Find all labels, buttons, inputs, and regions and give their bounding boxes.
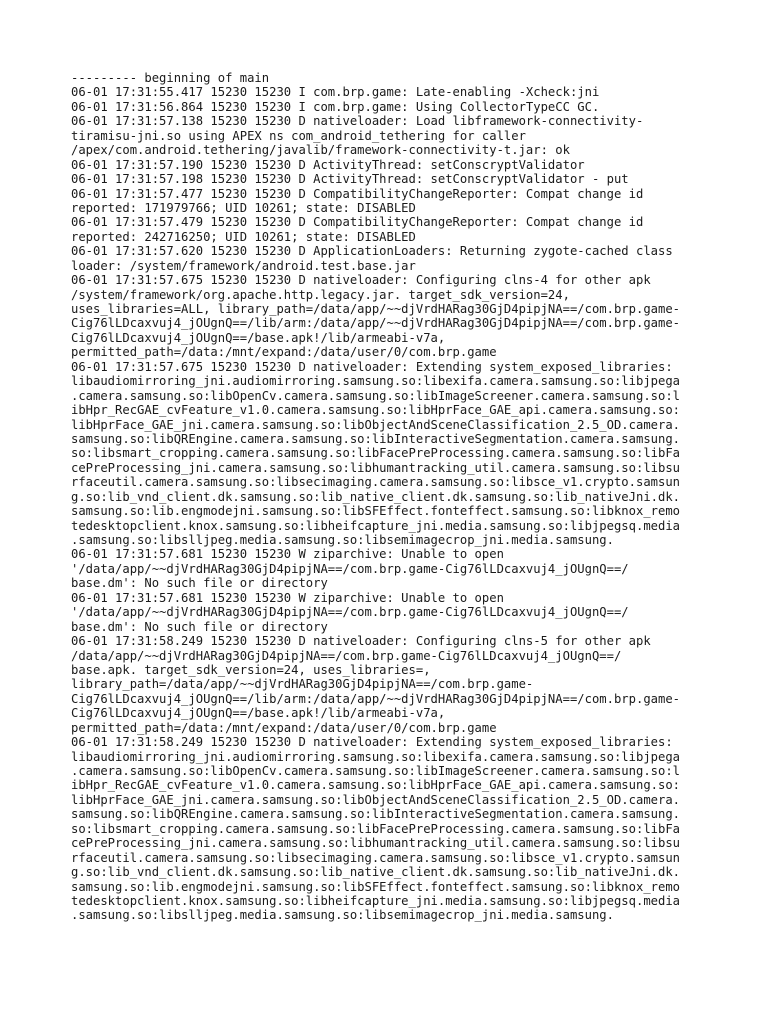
log-line: '/data/app/~~djVrdHARag30GjD4pipjNA==/com.brp.game-Cig76lLDcaxvuj4_jOUgnQ==/ xyxy=(71,605,629,620)
log-line: 06-01 17:31:57.675 15230 15230 D nativeloader: Configuring clns-4 for other apk xyxy=(71,273,651,288)
log-line: rfaceutil.camera.samsung.so:libsecimaging.camera.samsung.so:libsce_v1.crypto.samsun xyxy=(71,850,681,865)
log-line: /data/app/~~djVrdHARag30GjD4pipjNA==/com.brp.game-Cig76lLDcaxvuj4_jOUgnQ==/ xyxy=(71,648,622,663)
log-line: libHprFace_GAE_jni.camera.samsung.so:libObjectAndSceneClassification_2.5_OD.camera. xyxy=(71,792,681,807)
log-line: rfaceutil.camera.samsung.so:libsecimaging.camera.samsung.so:libsce_v1.crypto.samsun xyxy=(71,475,681,490)
log-line: cePreProcessing_jni.camera.samsung.so:libhumantracking_util.camera.samsung.so:libsu xyxy=(71,836,681,851)
log-line: samsung.so:lib.engmodejni.samsung.so:libSFEffect.fonteffect.samsung.so:libknox_remo xyxy=(71,879,681,894)
log-line: Cig76lLDcaxvuj4_jOUgnQ==/lib/arm:/data/app/~~djVrdHARag30GjD4pipjNA==/com.brp.game- xyxy=(71,691,681,706)
log-line: 06-01 17:31:56.864 15230 15230 I com.brp.game: Using CollectorTypeCC GC. xyxy=(71,99,600,114)
log-line: /apex/com.android.tethering/javalib/framework-connectivity-t.jar: ok xyxy=(71,143,570,158)
log-line: 06-01 17:31:55.417 15230 15230 I com.brp.game: Late-enabling -Xcheck:jni xyxy=(71,85,600,100)
log-line: 06-01 17:31:57.138 15230 15230 D nativeloader: Load libframework-connectivity- xyxy=(71,114,644,129)
log-line: permitted_path=/data:/mnt/expand:/data/user/0/com.brp.game xyxy=(71,720,497,735)
log-line: Cig76lLDcaxvuj4_jOUgnQ==/base.apk!/lib/armeabi-v7a, xyxy=(71,706,446,721)
log-line: library_path=/data/app/~~djVrdHARag30GjD4pipjNA==/com.brp.game- xyxy=(71,677,534,692)
log-line: 06-01 17:31:57.681 15230 15230 W ziparchive: Unable to open xyxy=(71,547,504,562)
log-line: samsung.so:lib.engmodejni.samsung.so:libSFEffect.fonteffect.samsung.so:libknox_remo xyxy=(71,504,681,519)
log-line: 06-01 17:31:58.249 15230 15230 D nativeloader: Configuring clns-5 for other apk xyxy=(71,634,651,649)
log-line: samsung.so:libQREngine.camera.samsung.so:libInteractiveSegmentation.camera.samsung. xyxy=(71,807,681,822)
log-line: tedesktopclient.knox.samsung.so:libheifcapture_jni.media.samsung.so:libjpegsq.media xyxy=(71,518,681,533)
log-line: .samsung.so:libslljpeg.media.samsung.so:libsemimagecrop_jni.media.samsung. xyxy=(71,908,614,923)
log-line: permitted_path=/data:/mnt/expand:/data/user/0/com.brp.game xyxy=(71,345,497,360)
log-line: 06-01 17:31:57.198 15230 15230 D ActivityThread: setConscryptValidator - put xyxy=(71,172,629,187)
log-line: /system/framework/org.apache.http.legacy.jar. target_sdk_version=24, xyxy=(71,287,570,302)
log-line: g.so:lib_vnd_client.dk.samsung.so:lib_native_client.dk.samsung.so:lib_nativeJni.dk. xyxy=(71,489,681,504)
log-line: 06-01 17:31:57.675 15230 15230 D nativeloader: Extending system_exposed_libraries: xyxy=(71,359,673,374)
log-line: 06-01 17:31:57.190 15230 15230 D ActivityThread: setConscryptValidator xyxy=(71,157,585,172)
log-line: 06-01 17:31:57.620 15230 15230 D ApplicationLoaders: Returning zygote-cached class xyxy=(71,244,673,259)
log-line: base.apk. target_sdk_version=24, uses_libraries=, xyxy=(71,662,431,677)
log-line: '/data/app/~~djVrdHARag30GjD4pipjNA==/com.brp.game-Cig76lLDcaxvuj4_jOUgnQ==/ xyxy=(71,561,629,576)
log-line: ibHpr_RecGAE_cvFeature_v1.0.camera.samsung.so:libHprFace_GAE_api.camera.samsung.so: xyxy=(71,403,681,418)
log-line: 06-01 17:31:57.681 15230 15230 W ziparchive: Unable to open xyxy=(71,590,504,605)
log-line: Cig76lLDcaxvuj4_jOUgnQ==/lib/arm:/data/app/~~djVrdHARag30GjD4pipjNA==/com.brp.game- xyxy=(71,316,681,331)
log-document xyxy=(71,71,711,923)
log-line: so:libsmart_cropping.camera.samsung.so:libFacePreProcessing.camera.samsung.so:libFa xyxy=(71,446,681,461)
log-line: 06-01 17:31:57.479 15230 15230 D CompatibilityChangeReporter: Compat change id xyxy=(71,215,644,230)
log-line: reported: 242716250; UID 10261; state: DISABLED xyxy=(71,229,416,244)
log-line: so:libsmart_cropping.camera.samsung.so:libFacePreProcessing.camera.samsung.so:libFa xyxy=(71,821,681,836)
log-line: base.dm': No such file or directory xyxy=(71,576,328,591)
log-line: cePreProcessing_jni.camera.samsung.so:libhumantracking_util.camera.samsung.so:libsu xyxy=(71,460,681,475)
log-line: uses_libraries=ALL, library_path=/data/app/~~djVrdHARag30GjD4pipjNA==/com.brp.game- xyxy=(71,302,681,316)
log-line: --------- beginning of main xyxy=(71,71,270,85)
log-line: tiramisu-jni.so using APEX ns com_android_tethering for caller xyxy=(71,128,526,143)
log-line: .camera.samsung.so:libOpenCv.camera.samsung.so:libImageScreener.camera.samsung.so:l xyxy=(71,388,681,403)
log-line: Cig76lLDcaxvuj4_jOUgnQ==/base.apk!/lib/armeabi-v7a, xyxy=(71,330,446,345)
log-line: tedesktopclient.knox.samsung.so:libheifcapture_jni.media.samsung.so:libjpegsq.media xyxy=(71,893,681,908)
log-line: reported: 171979766; UID 10261; state: DISABLED xyxy=(71,200,416,215)
log-line: libHprFace_GAE_jni.camera.samsung.so:libObjectAndSceneClassification_2.5_OD.camera. xyxy=(71,417,681,432)
log-line: 06-01 17:31:57.477 15230 15230 D CompatibilityChangeReporter: Compat change id xyxy=(71,186,644,201)
log-line: ibHpr_RecGAE_cvFeature_v1.0.camera.samsung.so:libHprFace_GAE_api.camera.samsung.so: xyxy=(71,778,681,793)
log-line: .camera.samsung.so:libOpenCv.camera.samsung.so:libImageScreener.camera.samsung.so:l xyxy=(71,764,681,778)
log-line: samsung.so:libQREngine.camera.samsung.so:libInteractiveSegmentation.camera.samsung. xyxy=(71,431,681,446)
log-line: base.dm': No such file or directory xyxy=(71,619,328,634)
log-line: 06-01 17:31:58.249 15230 15230 D nativeloader: Extending system_exposed_libraries: xyxy=(71,735,673,750)
log-line: g.so:lib_vnd_client.dk.samsung.so:lib_native_client.dk.samsung.so:lib_nativeJni.dk. xyxy=(71,865,681,880)
log-line: libaudiomirroring_jni.audiomirroring.samsung.so:libexifa.camera.samsung.so:libjpega xyxy=(71,749,681,764)
log-line: .samsung.so:libslljpeg.media.samsung.so:libsemimagecrop_jni.media.samsung. xyxy=(71,533,614,547)
log-line: libaudiomirroring_jni.audiomirroring.samsung.so:libexifa.camera.samsung.so:libjpega xyxy=(71,374,681,389)
log-line: loader: /system/framework/android.test.base.jar xyxy=(71,258,416,273)
